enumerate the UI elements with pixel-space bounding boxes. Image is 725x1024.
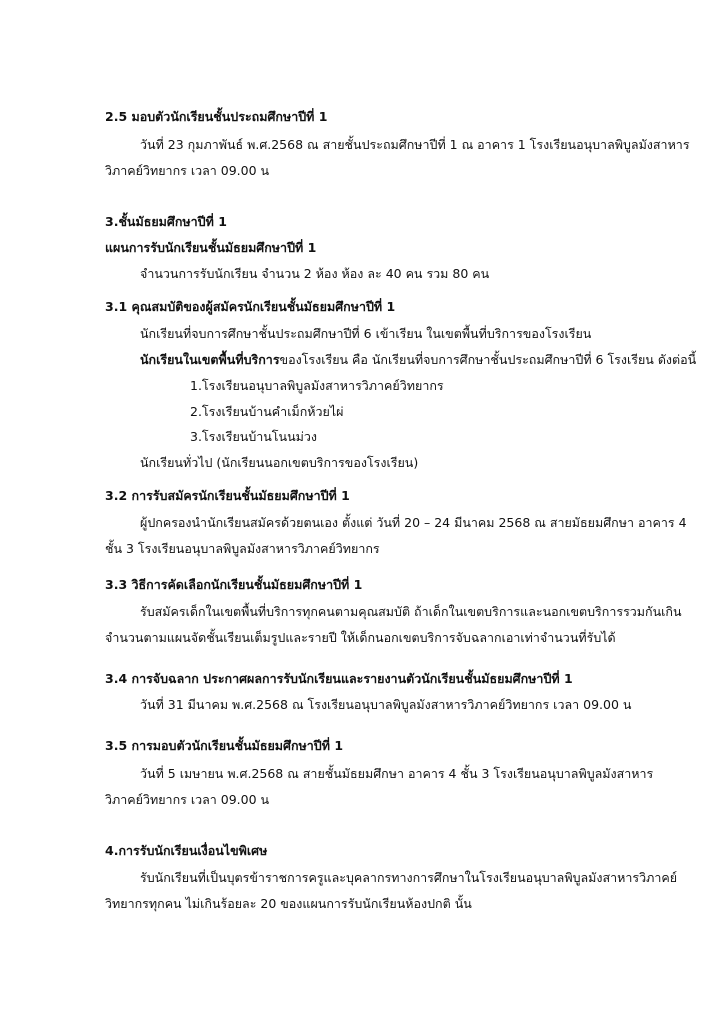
section-3-1-line-1: นักเรียนที่จบการศึกษาชั้นประถมศึกษาปีที่ 6 เข้าเรียน ในเขตพื้นที่บริการของโรงเรียน: [140, 326, 592, 341]
school-list-item: 1.โรงเรียนอนุบาลพิบูลมังสาหารวิภาคย์วิทยากร: [190, 378, 444, 393]
plan-line: จำนวนการรับนักเรียน จำนวน 2 ห้อง ห้อง ละ 40 คน รวม 80 คน: [140, 266, 490, 281]
section-3-1-line-2: [140, 351, 696, 369]
general-students-line: นักเรียนทั่วไป (นักเรียนนอกเขตบริการของโรงเรียน): [140, 455, 419, 470]
section-3-1-heading: 3.1 คุณสมบัติของผู้สมัครนักเรียนชั้นมัธยมศึกษาปีที่ 1: [105, 299, 396, 314]
section-4-line-1: รับนักเรียนที่เป็นบุตรข้าราชการครูและบุคลากรทางการศึกษาในโรงเรียนอนุบาลพิบูลมังสาหารวิภาคย์: [140, 870, 678, 885]
plan-heading: แผนการรับนักเรียนชั้นมัธยมศึกษาปีที่ 1: [105, 240, 317, 255]
section-3-1-line-2-rest: ของโรงเรียน คือ นักเรียนที่จบการศึกษาชั้นประถมศึกษาปีที่ 6 โรงเรียน ดังต่อนี้: [279, 352, 697, 367]
section-2-5-heading: 2.5 มอบตัวนักเรียนชั้นประถมศึกษาปีที่ 1: [105, 109, 328, 124]
section-3-4-heading: 3.4 การจับฉลาก ประกาศผลการรับนักเรียนและรายงานตัวนักเรียนชั้นมัธยมศึกษาปีที่ 1: [105, 671, 573, 686]
school-list-item: 3.โรงเรียนบ้านโนนม่วง: [190, 429, 317, 444]
section-3-5-line-2: วิภาคย์วิทยากร เวลา 09.00 น: [105, 792, 270, 807]
section-3-3-heading: 3.3 วิธีการคัดเลือกนักเรียนชั้นมัธยมศึกษาปีที่ 1: [105, 577, 363, 592]
in-service-area-label: นักเรียนในเขตพื้นที่บริการ: [140, 352, 280, 367]
section-2-5-line-2: วิภาคย์วิทยากร เวลา 09.00 น: [105, 163, 270, 178]
school-list-item: 2.โรงเรียนบ้านคำเม็กห้วยไผ่: [190, 404, 344, 419]
section-4-line-2: วิทยากรทุกคน ไม่เกินร้อยละ 20 ของแผนการรับนักเรียนห้องปกติ นั้น: [105, 896, 472, 911]
section-3-2-line-2: ชั้น 3 โรงเรียนอนุบาลพิบูลมังสาหารวิภาคย์วิทยากร: [105, 541, 380, 556]
section-3-4-line-1: วันที่ 31 มีนาคม พ.ศ.2568 ณ โรงเรียนอนุบาลพิบูลมังสาหารวิภาคย์วิทยากร เวลา 09.00 น: [140, 697, 632, 712]
section-3-5-line-1: วันที่ 5 เมษายน พ.ศ.2568 ณ สายชั้นมัธยมศึกษา อาคาร 4 ชั้น 3 โรงเรียนอนุบาลพิบูลมังสาหาร: [140, 766, 654, 781]
section-3-2-line-1: ผู้ปกครองนำนักเรียนสมัครด้วยตนเอง ตั้งแต่ วันที่ 20 – 24 มีนาคม 2568 ณ สายมัธยมศึกษา อาคาร 4: [140, 515, 687, 530]
section-3-heading: 3.ชั้นมัธยมศึกษาปีที่ 1: [105, 214, 227, 229]
section-3-3-line-1: รับสมัครเด็กในเขตพื้นที่บริการทุกคนตามคุณสมบัติ ถ้าเด็กในเขตบริการและนอกเขตบริการรวมกันเกิน: [140, 604, 682, 619]
section-2-5-line-1: วันที่ 23 กุมภาพันธ์ พ.ศ.2568 ณ สายชั้นประถมศึกษาปีที่ 1 ณ อาคาร 1 โรงเรียนอนุบาลพิบูลมังสาหาร: [140, 137, 690, 152]
section-4-heading: 4.การรับนักเรียนเงื่อนไขพิเศษ: [105, 843, 268, 858]
section-3-5-heading: 3.5 การมอบตัวนักเรียนชั้นมัธยมศึกษาปีที่ 1: [105, 738, 344, 753]
section-3-2-heading: 3.2 การรับสมัครนักเรียนชั้นมัธยมศึกษาปีที่ 1: [105, 488, 350, 503]
section-3-3-line-2: จำนวนตามแผนจัดชั้นเรียนเต็มรูปและรายปี ให้เด็กนอกเขตบริการจับฉลากเอาเท่าจำนวนที่รับได้: [105, 630, 616, 645]
